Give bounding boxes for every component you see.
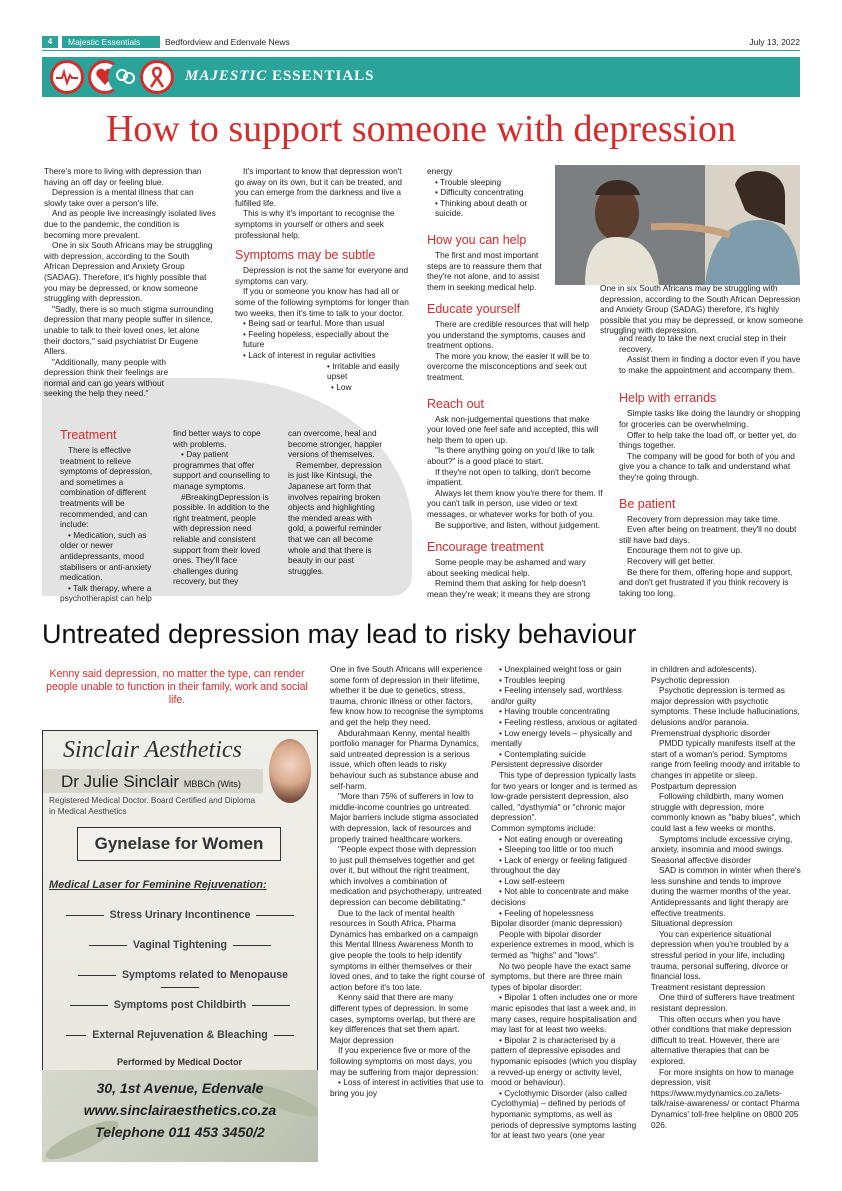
paragraph: Common symptoms include: — [491, 822, 596, 833]
list-item: energy — [427, 166, 453, 176]
subheading: Treatment resistant depression — [651, 981, 766, 992]
paragraph: "Sadly, there is so much stigma surrounding depression that many people suffer in silence, unable to talk to their loved ones, let alone their doctors," said psychiatrist Dr Eugene Allers. — [44, 303, 214, 357]
article1-col2 — [235, 166, 411, 392]
banner-title — [185, 68, 375, 85]
paragraph: Symptoms include excessive crying, anxiety, insomnia and mood swings. — [651, 833, 793, 855]
doctor-portrait — [269, 739, 311, 803]
paragraph: Some people may be ashamed and wary about seeking medical help. — [427, 557, 586, 578]
paragraph: Be supportive, and listen, without judgement. — [435, 519, 601, 530]
paragraph: This type of depression typically lasts for two years or longer and is termed as low-grade persistent depression, also called, "dysthymia" or "chronic major depression". — [491, 769, 638, 823]
subheading: Seasonal affective disorder — [651, 854, 751, 865]
list-item: • Contemplating suicide — [499, 748, 586, 759]
paragraph: For more insights on how to manage depression, visit https://www.mydynamics.co.za/lets-talk/raise-awareness/ or contact Pharma Dynamics' toll-free helpline on 0800 205 026. — [651, 1066, 800, 1130]
ad-item-label: Symptoms post Childbirth — [113, 999, 247, 1011]
paragraph: Assist them in finding a doctor even if you have to make the appointment and accompany them. — [619, 354, 801, 375]
article2-col1 — [330, 664, 485, 1098]
ad-registration: Registered Medical Doctor. Board Certified and Diploma in Medical Aesthetics — [49, 795, 256, 816]
paragraph: Recovery from depression may take time. — [627, 513, 781, 524]
paragraph: The first and most important steps are to reassure them that they're not alone, and to assist them in seeking medical help. — [427, 249, 542, 292]
list-item: • Troubles leeping — [499, 674, 566, 685]
help-heading: How you can help — [427, 232, 527, 247]
encourage-heading: Encourage treatment — [427, 540, 544, 555]
list-item: • Feeling of hopelessness — [499, 907, 594, 918]
ad-telephone: Telephone 011 453 3450/2 — [95, 1124, 265, 1140]
article1-col1 — [44, 166, 216, 399]
ribbon-icon — [140, 60, 174, 94]
ad-item-label: External Rejuvenation & Bleaching — [92, 1029, 268, 1041]
ad-product: Gynelase for Women — [77, 827, 281, 861]
list-item: • Trouble sleeping — [435, 176, 502, 187]
paragraph: There is effective treatment to relieve symptoms of depression, and sometimes a combination of different treatments will be recommended, and can include: — [60, 445, 153, 530]
paragraph: If they're not open to talking, don't become impatient. — [427, 466, 591, 488]
ad-item-label: Vaginal Tightening — [133, 939, 227, 951]
list-item: • Not able to concentrate and make decisions — [491, 886, 629, 908]
ad-contact-panel — [42, 1070, 318, 1162]
paragraph: One in five South Africans will experience some form of depression in their lifetime, whether it be due to genetics, stress, trauma, chronic illness or other factors, few know how to recognise the symptoms and get the help they need. — [330, 664, 484, 727]
paragraph: There are credible resources that will help you understand the symptoms, causes and treatment options. — [427, 319, 590, 351]
article1-col3 — [427, 166, 549, 292]
article1-col3b — [427, 302, 603, 599]
ad-item — [51, 939, 309, 951]
article2-col2 — [491, 664, 641, 1141]
pull-quote: Kenny said depression, no matter the type, can render people unable to function in their family, work and social life. — [46, 668, 308, 706]
paragraph: find better ways to cope with problems. — [173, 428, 261, 449]
paragraph: Depression is not the same for everyone and symptoms can vary. — [235, 265, 409, 286]
article1-col4 — [619, 333, 801, 598]
paragraph: can overcome, heal and become stronger, happier versions of themselves. — [288, 428, 383, 460]
paragraph: Offer to help take the load off, or better yet, do things together. — [619, 429, 797, 451]
list-item: • Feeling hopeless, especially about the future — [243, 328, 389, 350]
paragraph: "More than 75% of sufferers in low to middle-income countries go untreated. Major barriers include stigma associated with depression, lack of resources and properly trained healthcare workers. — [330, 791, 479, 844]
ad-address: 30, 1st Avenue, Edenvale — [96, 1080, 264, 1096]
paragraph: There's more to living with depression than having an off day or feeling blue. — [44, 166, 202, 187]
list-item: • Talk therapy, where a psychotherapist can help — [60, 582, 152, 604]
treatment-col1 — [60, 428, 166, 604]
reach-out-heading: Reach out — [427, 396, 484, 411]
subheading: Persistent depressive disorder — [491, 759, 603, 770]
photo-caption: One in six South Africans may be struggling with depression, according to the South African Depression and Anxiety Group (SADAG) therefore, it's highly possible that you may be depressed, or know someone struggling with depression. — [600, 283, 803, 336]
list-item: • Day patient programmes that offer support and counselling to manage symptoms. — [173, 449, 270, 491]
paragraph: Be there for them, offering hope and support, and don't get frustrated if you think recovery is taking too long. — [619, 566, 793, 598]
issue-date: July 13, 2022 — [749, 37, 800, 47]
ad-laser-heading: Medical Laser for Feminine Rejuvenation: — [49, 879, 267, 891]
paragraph: One in six South Africans may be struggling with depression, according to the South African Depression and Anxiety Group (SADAG). Therefore, it's highly possible that you may be depressed, or know someone struggling with depression. — [44, 240, 213, 304]
paragraph: If you experience five or more of the following symptoms on most days, you may be suffering from major depression: — [330, 1045, 479, 1077]
paragraph: Remember, depression is just like Kintsugi, the Japanese art form that involves repairing broken objects and highlighting the mended areas with gold, a powerful reminder that we can all become whole and that there is beauty in our past struggles. — [288, 459, 382, 576]
list-item: • Low energy levels – physically and mentally — [491, 727, 632, 749]
list-item: • Low — [331, 381, 352, 392]
subheading: Situational depression — [651, 918, 733, 929]
paragraph: Following childbirth, many women struggle with depression, more commonly known as "baby blues", which could last a few weeks or months. — [651, 791, 801, 833]
ad-item-label: Stress Urinary Incontinence — [109, 909, 251, 921]
paragraph: You can experience situational depression when you're troubled by a stressful period in your life, including trauma, personal suffering, divorce or financial loss. — [651, 928, 789, 982]
paragraph: The more you know, the easier it will be to overcome the misconceptions and seek out treatment. — [427, 350, 590, 382]
paragraph: Abdurahmaan Kenny, mental health portfolio manager for Pharma Dynamics, said untreated depression is a serious issue, which often leads to risky behaviour such as substance abuse and self-harm. — [330, 727, 479, 791]
paragraph: Simple tasks like doing the laundry or shopping for groceries can be overwhelming. — [619, 408, 801, 429]
paragraph: And as people live increasingly isolated lives due to the pandemic, the condition is becoming more prevalent. — [44, 208, 216, 240]
article1-headline: How to support someone with depression — [105, 108, 737, 150]
article-photo — [555, 165, 800, 285]
paragraph: Due to the lack of mental health resources in South Africa, Pharma Dynamics has embarked on a campaign this Mental Illness Awareness Month to give people the tools to help identify symptoms in either themselves or their loved ones, and to take the right course of action before it's too late. — [330, 907, 485, 992]
paragraph: It's important to know that depression won't go away on its own, but it can be treated, and you can emerge from the darkness and live a fulfilled life. — [235, 166, 402, 208]
paragraph: One third of sufferers have treatment resistant depression. — [651, 992, 795, 1013]
paragraph: "People expect those with depression to just pull themselves together and get over it, but without the right treatment, which involves a combination of medication and psychotherapy, untreated depression can become debilitating." — [330, 844, 482, 908]
paragraph: and ready to take the next crucial step in their recovery. — [619, 333, 787, 354]
article2-headline: Untreated depression may lead to risky behaviour — [42, 619, 637, 649]
subheading: Major depression — [330, 1034, 394, 1045]
paragraph: "Additionally, many people with depression think their feelings are normal and can go years without seeking the help they need." — [44, 356, 169, 399]
list-item: • Difficulty concentrating — [435, 187, 524, 198]
ad-doctor — [61, 772, 241, 792]
paragraph: Psychotic depression is termed as major depression with psychotic symptoms. These include hallucinations, delusions and/or paranoia. — [651, 685, 800, 727]
paragraph: This is why it's important to recognise the symptoms in yourself or others and seek professional help. — [235, 208, 395, 240]
paragraph: PMDD typically manifests itself at the start of a woman's period. Symptoms range from feeling moody and irritable to changes in appetite or sleep. — [651, 738, 800, 780]
list-item: • Feeling intensely sad, worthless and/or guilty — [491, 685, 622, 706]
paragraph: Depression is a mental illness that can slowly take over a person's life. — [44, 187, 194, 208]
paragraph: This often occurs when you have other conditions that make depression difficult to treat. However, there are alternative therapies that can be explored. — [651, 1013, 792, 1066]
list-item: • Being sad or tearful. More than usual — [243, 318, 385, 329]
treatment-col2 — [173, 428, 273, 587]
list-item: • Low self-esteem — [499, 875, 565, 886]
paragraph: Encourage them not to give up. — [627, 545, 743, 556]
subheading: Bipolar disorder (manic depression) — [491, 918, 622, 929]
header-rule — [42, 50, 800, 51]
treatment-heading: Treatment — [60, 428, 117, 442]
ad-item-label: Symptoms related to Menopause — [121, 969, 288, 981]
ad-item — [51, 909, 309, 921]
newspaper-name: Bedfordview and Edenvale News — [165, 37, 290, 47]
list-item: • Cyclothymic Disorder (also called Cyclothymia) – defined by periods of hypomanic symptoms, as well as periods of depressive symptoms lasting for at least two years (one year — [491, 1087, 637, 1141]
ad-item — [51, 999, 309, 1011]
paragraph: If you or someone you know has had all or some of the following symptoms for longer than two weeks, then it's time to talk to your doctor. — [235, 286, 409, 318]
heartbeat-icon — [50, 60, 84, 94]
list-item: • Irritable and easily upset — [327, 360, 400, 382]
paragraph: Recovery will get better. — [627, 555, 716, 566]
paragraph: Even after being on treatment, they'll no doubt still have bad days. — [619, 524, 797, 545]
gender-icon — [108, 60, 142, 94]
symptoms-heading: Symptoms may be subtle — [235, 248, 376, 263]
list-item: • Loss of interest in activities that use to bring you joy — [330, 1077, 484, 1098]
list-item: • Not eating enough or overeating — [499, 833, 623, 844]
list-item: • Feeling restless, anxious or agitated — [499, 716, 638, 727]
article2-col3 — [651, 664, 801, 1130]
ad-website[interactable]: www.sinclairaesthetics.co.za — [83, 1102, 277, 1118]
subheading: Psychotic depression — [651, 674, 730, 685]
paragraph: Kenny said that there are many different types of depression. In some cases, symptoms overlap, but there are key differences that set them apart. — [330, 992, 476, 1035]
list-item: • Unexplained weight loss or gain — [499, 664, 622, 674]
list-item: • Thinking about death or suicide. — [435, 197, 528, 219]
list-item: • Sleeping too little or too much — [499, 844, 614, 855]
errands-heading: Help with errands — [619, 391, 717, 406]
paragraph: Remind them that asking for help doesn't mean they're weak; it means they are strong — [427, 578, 590, 599]
page-number: 4 — [42, 36, 58, 48]
ad-item — [51, 969, 309, 993]
paragraph: SAD is common in winter when there's less sunshine and tends to improve during the warmer months of the year. Antidepressants and light therapy are effective treatments. — [651, 865, 801, 918]
paragraph: in children and adolescents). — [651, 664, 757, 674]
list-item: • Lack of interest in regular activities — [243, 349, 376, 360]
ad-brand: Sinclair Aesthetics — [63, 737, 242, 763]
banner-title-rest: ESSENTIALS — [271, 68, 375, 84]
treatment-col3 — [288, 428, 384, 576]
list-item: • Medication, such as older or newer antidepressants, mood stabilisers or anti-anxiety medication. — [60, 529, 152, 583]
ad-performed-by: Performed by Medical Doctor — [116, 1057, 243, 1067]
paragraph: No two people have the exact same symptoms, but there are three main types of bipolar disorder: — [491, 960, 631, 992]
patient-heading: Be patient — [619, 496, 676, 511]
ad-item — [51, 1029, 309, 1041]
subheading: Postpartum depression — [651, 780, 737, 791]
paragraph: The company will be good for both of you and give you a chance to talk and understand what they're going through. — [619, 450, 795, 482]
paragraph: #BreakingDepression is possible. In addition to the right treatment, people with depression need reliable and consistent support from their loved ones. They'll face challenges during recovery, but they — [173, 491, 270, 587]
list-item: • Bipolar 1 often includes one or more manic episodes that last a week and, in many cases, require hospitalisation and may last for at least two weeks. — [491, 992, 638, 1035]
subheading: Premenstrual dysphoric disorder — [651, 727, 771, 738]
doctor-name: Dr Julie Sinclair — [61, 772, 180, 791]
educate-heading: Educate yourself — [427, 302, 521, 316]
paragraph: Ask non-judgemental questions that make your loved one feel safe and accepted, this will help them to open up. — [427, 413, 599, 445]
list-item: • Having trouble concentrating — [499, 706, 610, 717]
paragraph: "Is there anything going on you'd like to talk about?" is a good place to start. — [427, 445, 595, 466]
list-item: • Bipolar 2 is characterised by a pattern of depressive episodes and hypomanic episodes (which you display a revved-up energy or activity level, mood or behaviour). — [491, 1034, 637, 1088]
banner-title-italic: MAJESTIC — [185, 68, 268, 84]
list-item: • Lack of energy or feeling fatigued throughout the day — [491, 854, 627, 876]
paragraph: Always let them know you're there for them. If you can't talk in person, use video or text messages, or whatever works for both of you. — [427, 487, 603, 519]
doctor-qualification: MBBCh (Wits) — [183, 779, 241, 789]
section-tag: Majestic Essentials — [62, 36, 160, 48]
paragraph: People with bipolar disorder experience extremes in mood, which is termed as "highs" and "lows". — [491, 928, 634, 961]
